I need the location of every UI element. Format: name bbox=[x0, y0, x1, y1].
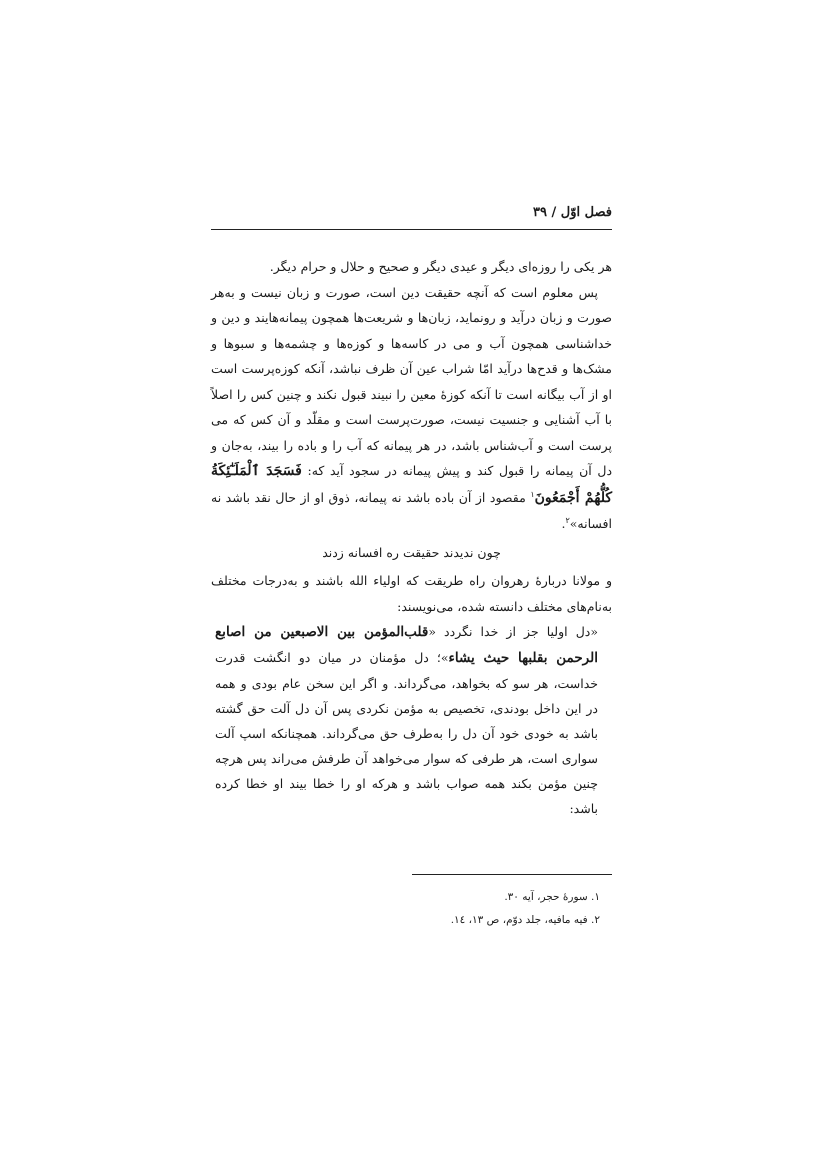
paragraph-2-period: . bbox=[561, 516, 566, 531]
paragraph-1: هر یکی را روزه‌ای دیگر و عیدی دیگر و صحیح و حلال و حرام دیگر. bbox=[269, 259, 612, 274]
footnote-separator bbox=[412, 874, 612, 875]
quote-opening: «دل اولیا جز از خدا نگردد « bbox=[428, 624, 598, 639]
main-text bbox=[211, 254, 612, 821]
quote-hadith: قلب‌المؤمن بین الاصبعین من اصابع الرحمن بقلبها حیث یشاء bbox=[215, 624, 598, 666]
running-header bbox=[211, 205, 612, 230]
block-quote bbox=[211, 619, 598, 821]
footnote-2: ۲. فیه مافیه، جلد دوّم، ص ۱۳، ۱٤. bbox=[450, 914, 600, 926]
footnote-ref-2: ۲ bbox=[565, 515, 570, 525]
paragraph-2-text-end: مقصود از آن باده باشد نه پیمانه، ذوق او از حال نقد باشد نه افسانه» bbox=[211, 489, 612, 531]
footnotes bbox=[211, 886, 612, 932]
footnote-ref-1: ۱ bbox=[530, 489, 535, 499]
footnote-1: ۱. سورهٔ حجر، آیه ۳۰. bbox=[504, 891, 600, 903]
paragraph-2-text: پس معلوم است که آنچه حقیقت دین است، صورت و زبان نیست و به‌هر صورت و زبان درآید و رونماید، زبان‌ها و شریعت‌ها همچون پیمانه‌هایند و دین و خداشناسی همچون آب و می در کاسه‌ها و کوزه‌ها و چشمه‌ها و سبوها و مشک‌ها و قدح‌ها درآید امّا شراب عین آن ظرف نباشد، آنکه کوزه‌پرست است او از آب بیگانه است تا آنکه کوزهٔ معین را نبیند قبول نکند و چنین کس را اصلاً با آب آشنایی و جنسیت نیست، صورت‌پرست است و مقلّد و آن کس که می پرست است و آب‌شناس باشد، در هر پیمانه که آب را و باده را بیند، به‌جان و دل آن پیمانه را قبول کند و پیش پیمانه در سجود آید که: bbox=[211, 284, 613, 478]
page-title: فصل اوّل / ۳۹ bbox=[533, 205, 612, 220]
poem-verse: چون ندیدند حقیقت ره افسانه زدند bbox=[322, 544, 501, 560]
quote-body: »؛ دل مؤمنان در میان دو انگشت قدرت خداست، هر سو که بخواهد، می‌گرداند. و اگر این سخن عام بودی و همه در این داخل بودندی، تخصیص به مؤمن نکردی پس آن دل آلت حق گشته باشد به خودی خود آن دل را به‌طرف حق می‌گرداند. همچنانکه اسپ آلت سواری است، هر طرفی که سوار می‌خواهد آن طرفش می‌راند پس هرچه چنین مؤمن بکند همه صواب باشد و هرکه او را خطا بیند او خطا کرده باشد: bbox=[215, 650, 598, 816]
quran-verse: فَسَجَدَ ٱلْمَلَـٰٓئِكَةُ كُلُّهُمْ أَجْمَعُونَ bbox=[211, 463, 612, 506]
paragraph-2 bbox=[211, 280, 612, 537]
paragraph-3: و مولانا دربارهٔ رهروان راه طریقت که اولیاء الله باشند و به‌درجات مختلف به‌نام‌های مختلف دانسته شده، می‌نویسند: bbox=[211, 573, 612, 614]
